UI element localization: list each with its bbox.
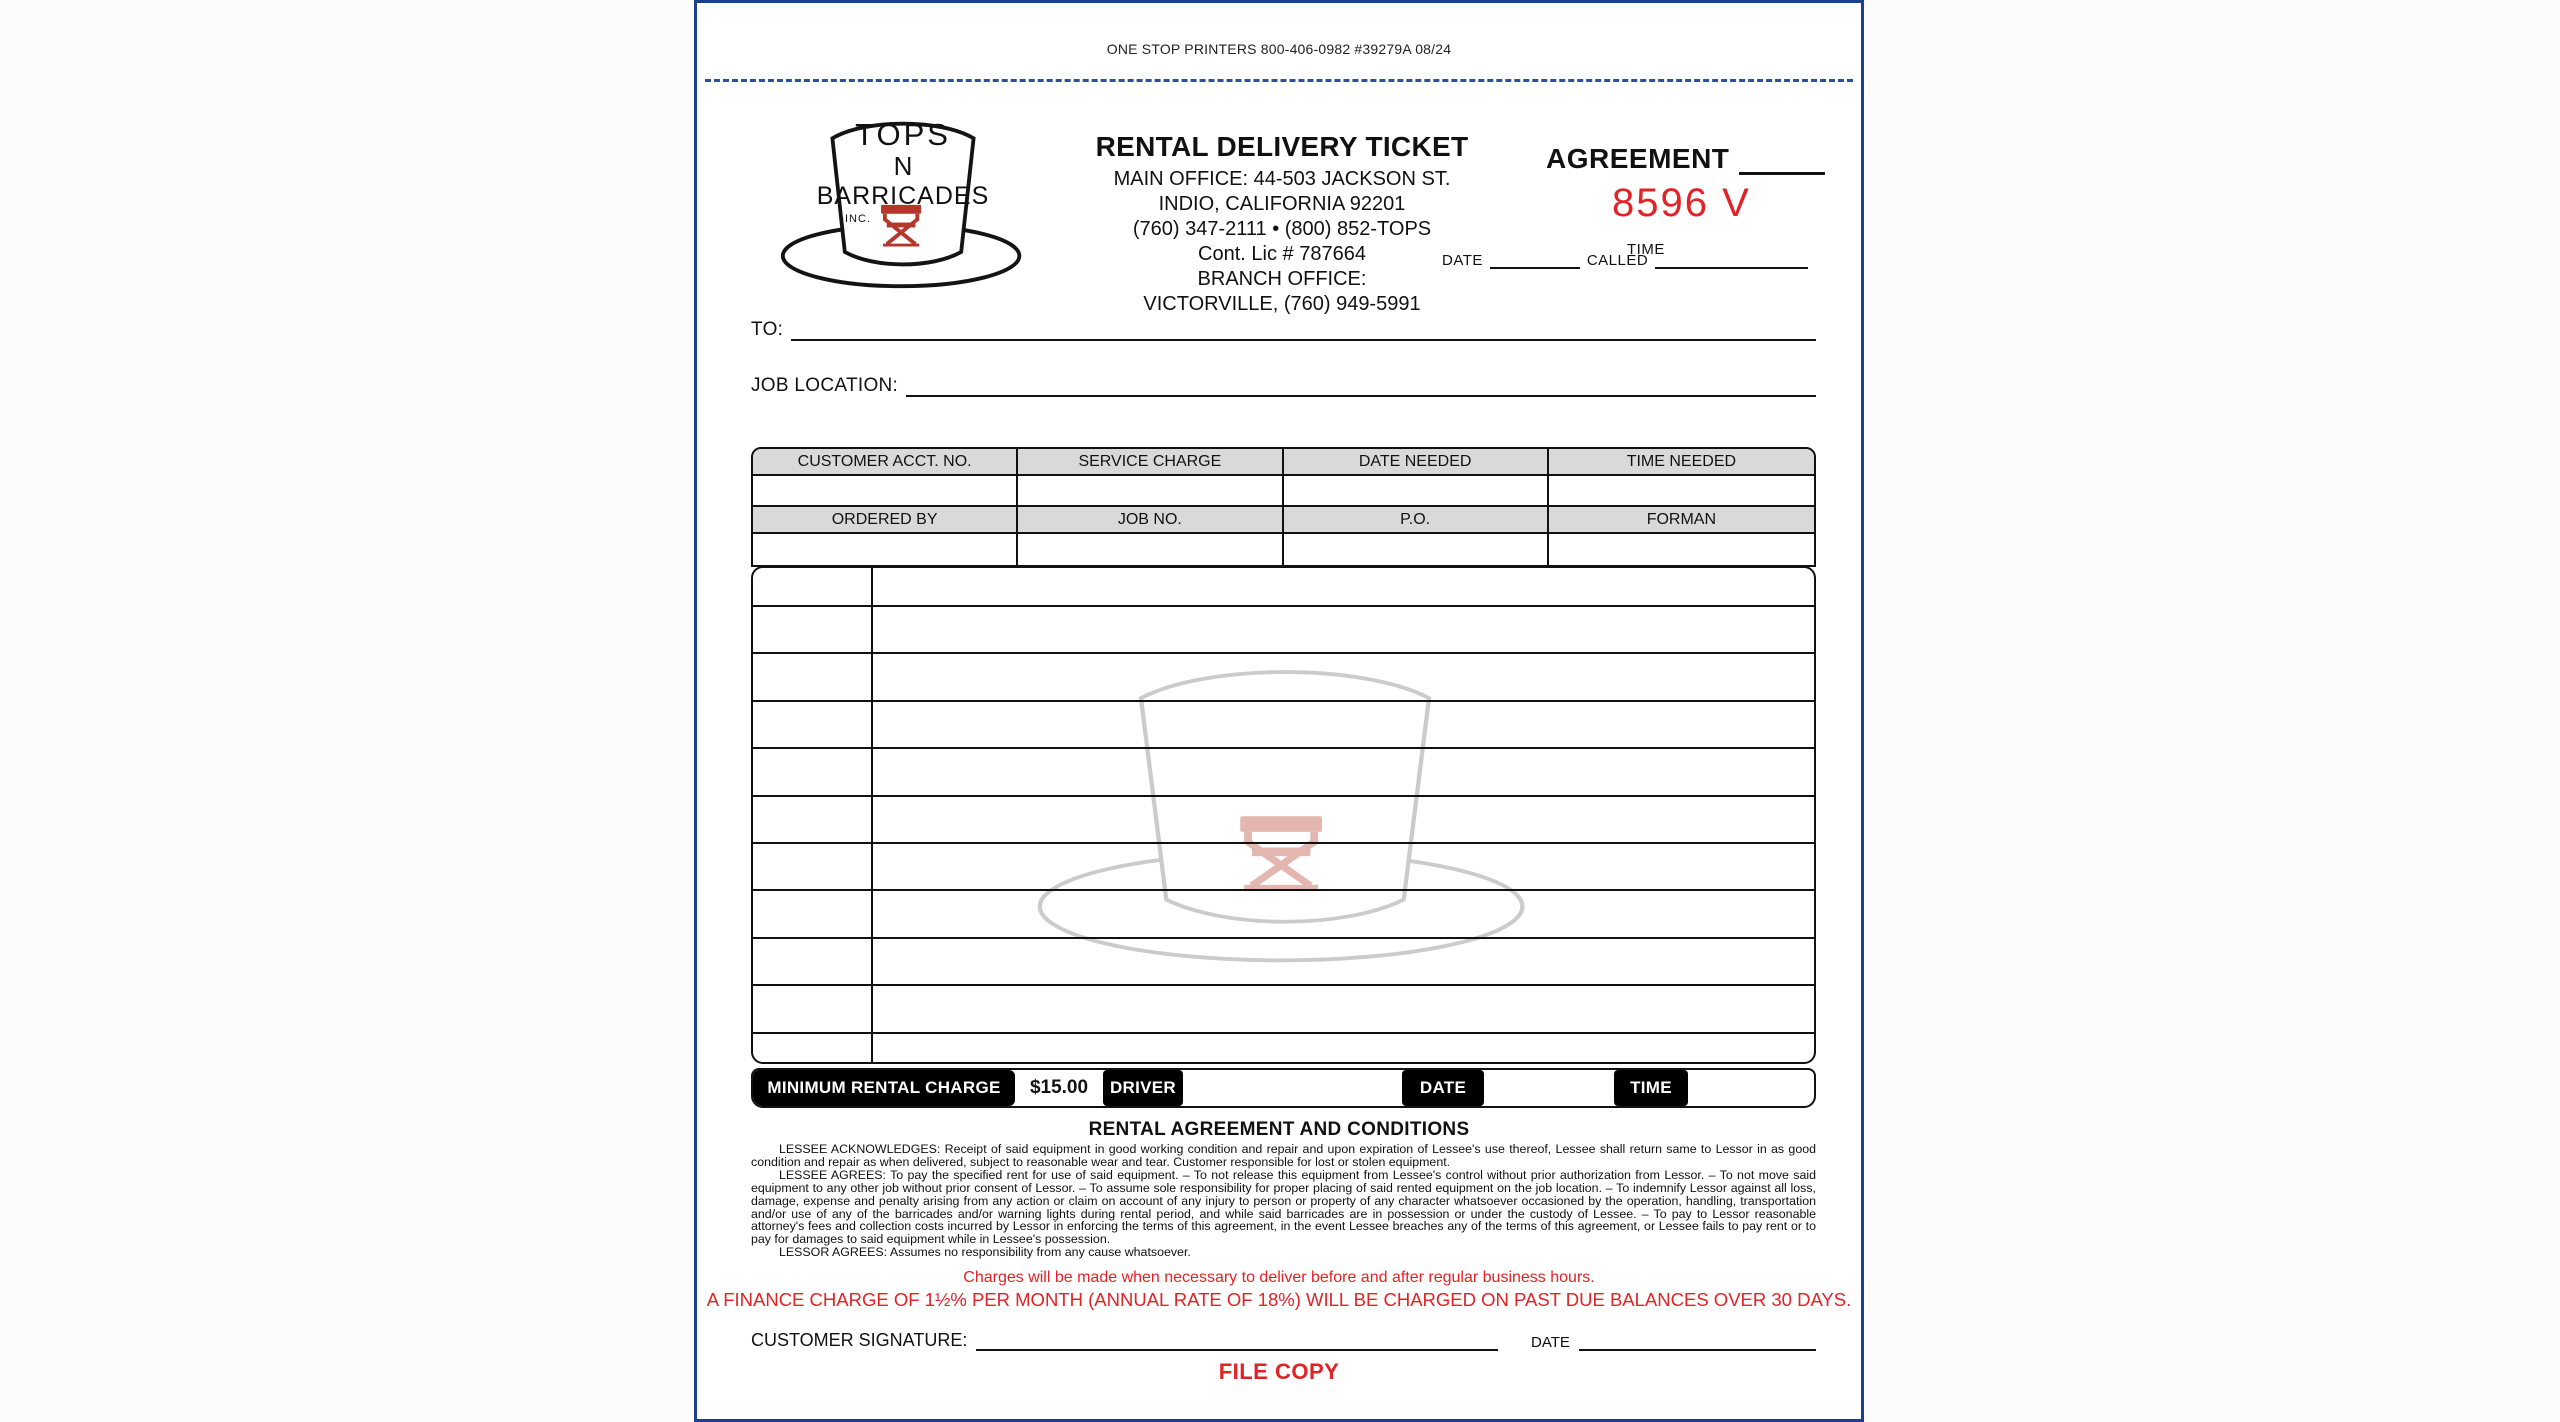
col-job-no: JOB NO. — [1018, 507, 1283, 534]
agreement-number-blank — [1739, 149, 1825, 175]
grid-row-line — [753, 842, 1814, 844]
date-label: DATE — [1442, 252, 1483, 269]
conditions-paragraph-1: LESSEE ACKNOWLEDGES: Receipt of said equipment in good working condition and repair and upon expiration of Lessee's use thereof, Lessee shall return same to Lessor in as good condition and repair as when delivered, subject to reasonable wear and tear. Customer responsible for lost or stolen equipment. — [751, 1142, 1816, 1169]
job-location-row — [751, 375, 1816, 397]
after-hours-notice: Charges will be made when necessary to deliver before and after regular business hours. — [963, 1269, 1595, 1286]
blank-cell — [1018, 476, 1283, 507]
quantity-column-divider — [871, 568, 873, 1062]
file-copy-stamp: FILE COPY — [1218, 1359, 1340, 1384]
watermark-hat-icon — [1032, 646, 1538, 976]
signature-row — [751, 1327, 1816, 1351]
signature-date-blank-line — [1579, 1327, 1816, 1351]
table-header-row-1 — [753, 449, 1814, 476]
conditions-paragraph-3: LESSOR AGREES: Assumes no responsibility from any cause whatsoever. — [779, 1245, 1191, 1260]
agreement-label: AGREEMENT — [1546, 143, 1730, 174]
minimum-rental-charge-label: MINIMUM RENTAL CHARGE — [753, 1070, 1015, 1106]
agreement-number: 8596 V — [1612, 181, 1751, 225]
customer-signature-label: CUSTOMER SIGNATURE: — [751, 1330, 968, 1350]
address-line: VICTORVILLE, (760) 949-5991 — [1143, 293, 1421, 315]
conditions-paragraph-2: LESSEE AGREES: To pay the specified rent for use of said equipment. – To not release this equipment from Lessee's control without prior authorization from Lessor. – To not move said equipment to any other job without prior consent of Lessor. – To assume sole responsibility for proper placing of said rented equipment on the job location. – To indemnify Lessor against all loss, damage, expense and penalty arising from any action or claim on account of any injury to person or property of any character whatsoever occasioned by the operation, handling, transportation and/or use of any of the barricades and/or warning lights during rental period, and while said barricades are in possession or under the custody of Lessee. – To pay to Lessor reasonable attorney's fees and collection costs incurred by Lessor in enforcing the terms of this agreement, in the event Lessee breaches any of the terms of this agreement, or Lessee fails to pay rent or to pay for damages to said equipment while in Lessee's possession. — [751, 1167, 1816, 1247]
time-blank-field — [1688, 1070, 1814, 1106]
grid-row-line — [753, 652, 1814, 654]
grid-row-line — [753, 1032, 1814, 1034]
finance-charge-notice: A FINANCE CHARGE OF 1½% PER MONTH (ANNUAL RATE OF 18%) WILL BE CHARGED ON PAST DUE BALANCES OVER 30 DAYS. — [706, 1289, 1852, 1310]
address-line: BRANCH OFFICE: — [1197, 268, 1367, 290]
document-page — [694, 0, 1864, 1422]
logo-line-n: N — [893, 151, 913, 181]
time-label: TIME — [1627, 241, 1665, 258]
table-header-row-2 — [753, 507, 1814, 534]
printer-info: ONE STOP PRINTERS 800-406-0982 #39279A 08/24 — [1106, 41, 1452, 57]
address-line: (760) 347-2111 • (800) 852-TOPS — [1132, 218, 1432, 240]
minimum-rental-charge-value: $15.00 — [1029, 1077, 1089, 1098]
order-info-table — [751, 447, 1816, 567]
grid-row-line — [753, 795, 1814, 797]
col-ordered-by: ORDERED BY — [753, 507, 1018, 534]
date-blank-field — [1484, 1070, 1614, 1106]
customer-signature-blank-line — [976, 1327, 1498, 1351]
blank-cell — [1284, 476, 1549, 507]
grid-row-line — [753, 747, 1814, 749]
col-time-needed: TIME NEEDED — [1549, 449, 1814, 476]
date-called-row — [1442, 249, 1808, 269]
to-row — [751, 319, 1816, 341]
grid-row-line — [753, 937, 1814, 939]
to-blank-line — [791, 319, 1816, 341]
logo-line-barricades: BARRICADES — [816, 182, 990, 210]
grid-row-line — [753, 889, 1814, 891]
time-called-blank-line — [1655, 249, 1808, 269]
blank-cell — [1549, 534, 1814, 565]
address-line: Cont. Lic # 787664 — [1198, 243, 1366, 265]
grid-row-line — [753, 984, 1814, 986]
date-blank-line — [1490, 249, 1580, 269]
job-location-blank-line — [906, 375, 1816, 397]
perforation-line — [705, 79, 1853, 82]
called-label: CALLED — [1586, 252, 1649, 269]
charges-bar — [751, 1068, 1816, 1108]
bar-time-label: TIME — [1614, 1070, 1688, 1106]
blank-cell — [1284, 534, 1549, 565]
blank-cell — [753, 476, 1018, 507]
address-line: INDIO, CALIFORNIA 92201 — [1158, 193, 1406, 215]
table-blank-row-2 — [753, 534, 1814, 565]
grid-row-line — [753, 700, 1814, 702]
col-date-needed: DATE NEEDED — [1284, 449, 1549, 476]
logo-line-tops: TOPS — [855, 117, 951, 152]
driver-label: DRIVER — [1103, 1070, 1183, 1106]
col-po: P.O. — [1284, 507, 1549, 534]
line-items-grid — [751, 566, 1816, 1064]
blank-cell — [753, 534, 1018, 565]
page-title: RENTAL DELIVERY TICKET — [1095, 131, 1469, 162]
company-logo — [779, 109, 1027, 295]
blank-cell — [1018, 534, 1283, 565]
conditions-body — [751, 1143, 1816, 1259]
bar-date-label: DATE — [1402, 1070, 1484, 1106]
col-service-charge: SERVICE CHARGE — [1018, 449, 1283, 476]
col-customer-acct: CUSTOMER ACCT. NO. — [753, 449, 1018, 476]
blank-cell — [1549, 476, 1814, 507]
signature-date-label: DATE — [1530, 1334, 1570, 1351]
conditions-title: RENTAL AGREEMENT AND CONDITIONS — [1088, 1119, 1470, 1140]
table-blank-row-1 — [753, 476, 1814, 507]
header-block — [1037, 131, 1527, 317]
address-line: MAIN OFFICE: 44-503 JACKSON ST. — [1113, 168, 1451, 190]
agreement-label-row — [1546, 143, 1825, 175]
col-forman: FORMAN — [1549, 507, 1814, 534]
to-label: TO: — [751, 319, 784, 340]
job-location-label: JOB LOCATION: — [751, 375, 899, 396]
logo-line-inc: INC. — [845, 213, 871, 225]
driver-blank-field — [1183, 1070, 1402, 1106]
grid-row-line — [753, 605, 1814, 607]
